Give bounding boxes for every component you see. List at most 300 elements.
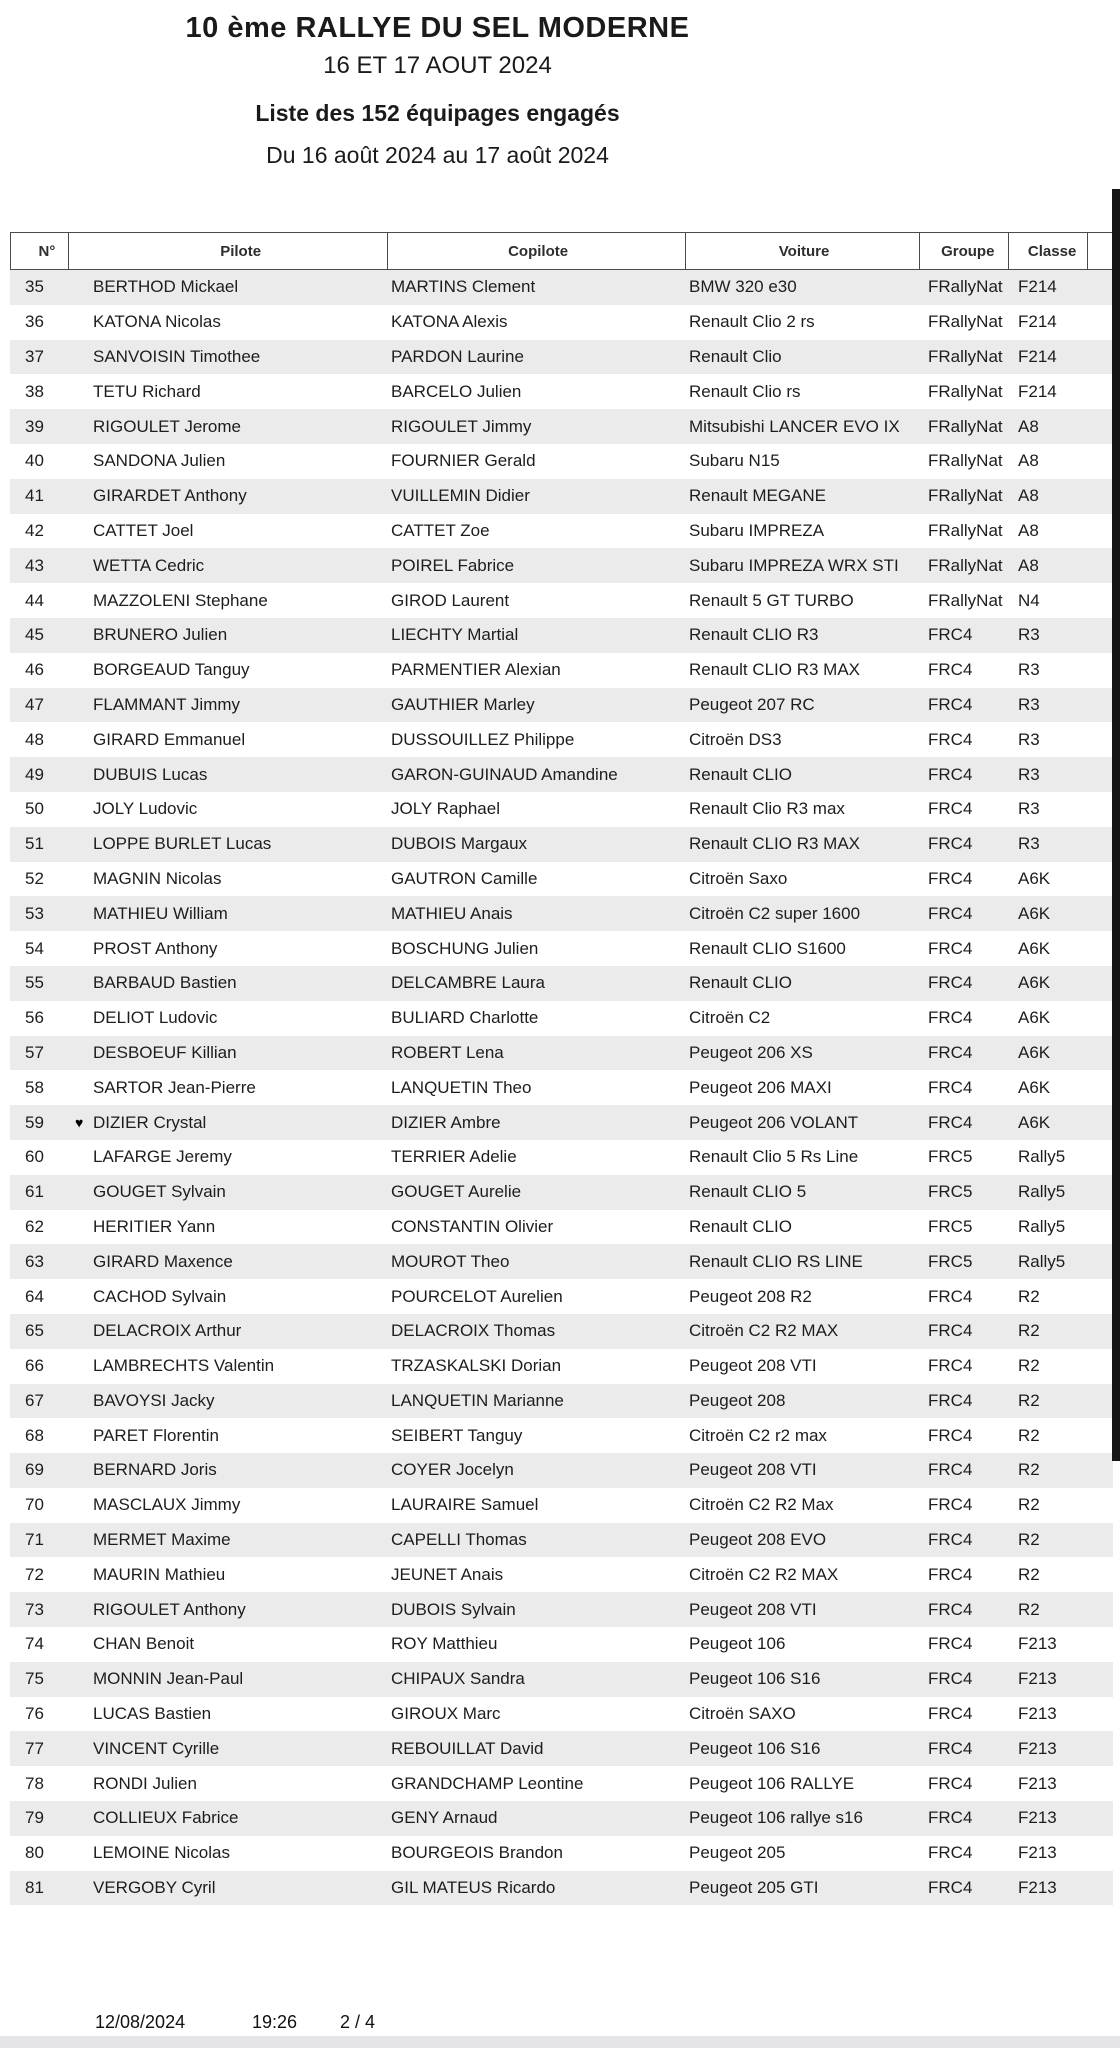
cell-n: 48 xyxy=(25,729,44,749)
cell-voiture: Peugeot 106 S16 xyxy=(689,1738,821,1758)
cell-n: 73 xyxy=(25,1599,44,1619)
cell-voiture: Renault Clio rs xyxy=(689,381,801,401)
table-row xyxy=(10,583,1113,618)
table-header-row xyxy=(10,232,1113,270)
page-title: 10 ème RALLYE DU SEL MODERNE xyxy=(185,12,690,44)
table-row xyxy=(10,305,1113,340)
table-row xyxy=(10,1210,1113,1245)
table-row xyxy=(10,1001,1113,1036)
cell-copilote: TERRIER Adelie xyxy=(391,1147,517,1167)
cell-groupe: FRallyNat xyxy=(928,486,1003,506)
cell-pilote: VERGOBY Cyril xyxy=(93,1878,216,1898)
table-row xyxy=(10,340,1113,375)
cell-classe: F213 xyxy=(1018,1669,1057,1689)
table-row xyxy=(10,1070,1113,1105)
cell-classe: F214 xyxy=(1018,381,1057,401)
cell-voiture: Peugeot 206 XS xyxy=(689,1042,813,1062)
cell-pilote: LAFARGE Jeremy xyxy=(93,1147,232,1167)
cell-voiture: Peugeot 106 xyxy=(689,1634,786,1654)
cell-n: 69 xyxy=(25,1460,44,1480)
table-row xyxy=(10,1488,1113,1523)
cell-classe: R3 xyxy=(1018,625,1040,645)
bottom-edge-strip xyxy=(0,2036,1120,2048)
cell-classe: F213 xyxy=(1018,1738,1057,1758)
cell-voiture: Renault MEGANE xyxy=(689,486,826,506)
cell-copilote: FOURNIER Gerald xyxy=(391,451,536,471)
cell-voiture: Peugeot 106 RALLYE xyxy=(689,1773,855,1793)
cell-groupe: FRallyNat xyxy=(928,381,1003,401)
cell-n: 49 xyxy=(25,764,44,784)
cell-copilote: GAUTRON Camille xyxy=(391,868,538,888)
cell-n: 75 xyxy=(25,1669,44,1689)
cell-groupe: FRC4 xyxy=(928,938,973,958)
cell-classe: A6K xyxy=(1018,1008,1051,1028)
cell-n: 70 xyxy=(25,1495,44,1515)
cell-n: 52 xyxy=(25,868,44,888)
cell-pilote: LOPPE BURLET Lucas xyxy=(93,834,272,854)
cell-n: 46 xyxy=(25,660,44,680)
cell-n: 39 xyxy=(25,416,44,436)
cell-pilote: GOUGET Sylvain xyxy=(93,1182,226,1202)
cell-copilote: DUSSOUILLEZ Philippe xyxy=(391,729,575,749)
cell-n: 42 xyxy=(25,520,44,540)
cell-groupe: FRallyNat xyxy=(928,590,1003,610)
table-row xyxy=(10,1697,1113,1732)
cell-copilote: VUILLEMIN Didier xyxy=(391,486,530,506)
cell-groupe: FRC4 xyxy=(928,1390,973,1410)
cell-classe: A8 xyxy=(1018,555,1039,575)
cell-classe: A6K xyxy=(1018,1077,1051,1097)
cell-n: 36 xyxy=(25,312,44,332)
cell-voiture: Renault 5 GT TURBO xyxy=(689,590,854,610)
cell-n: 43 xyxy=(25,555,44,575)
table-row xyxy=(10,1662,1113,1697)
cell-groupe: FRC4 xyxy=(928,1530,973,1550)
cell-pilote: VINCENT Cyrille xyxy=(93,1738,220,1758)
cell-groupe: FRC4 xyxy=(928,694,973,714)
cell-groupe: FRC4 xyxy=(928,1634,973,1654)
cell-classe: R2 xyxy=(1018,1564,1040,1584)
cell-pilote: KATONA Nicolas xyxy=(93,312,221,332)
header-pilote: Pilote xyxy=(69,233,388,269)
cell-voiture: Peugeot 207 RC xyxy=(689,694,815,714)
cell-pilote: TETU Richard xyxy=(93,381,201,401)
cell-groupe: FRallyNat xyxy=(928,312,1003,332)
cell-groupe: FRC4 xyxy=(928,660,973,680)
cell-voiture: Citroën C2 xyxy=(689,1008,771,1028)
cell-pilote: BERTHOD Mickael xyxy=(93,277,239,297)
cell-n: 38 xyxy=(25,381,44,401)
entry-rows xyxy=(10,270,1113,1905)
cell-pilote: MAGNIN Nicolas xyxy=(93,868,222,888)
cell-voiture: Renault Clio 2 rs xyxy=(689,312,815,332)
cell-pilote: BARBAUD Bastien xyxy=(93,973,237,993)
cell-n: 61 xyxy=(25,1182,44,1202)
cell-pilote: SARTOR Jean-Pierre xyxy=(93,1077,256,1097)
cell-copilote: GOUGET Aurelie xyxy=(391,1182,522,1202)
cell-voiture: Renault Clio 5 Rs Line xyxy=(689,1147,859,1167)
table-row xyxy=(10,1627,1113,1662)
cell-voiture: Renault CLIO R3 MAX xyxy=(689,834,861,854)
cell-n: 35 xyxy=(25,277,44,297)
cell-voiture: Peugeot 208 VTI xyxy=(689,1599,817,1619)
cell-groupe: FRC4 xyxy=(928,1773,973,1793)
cell-n: 67 xyxy=(25,1390,44,1410)
table-row xyxy=(10,374,1113,409)
cell-voiture: Renault CLIO 5 xyxy=(689,1182,807,1202)
cell-voiture: Renault CLIO xyxy=(689,764,792,784)
cell-copilote: TRZASKALSKI Dorian xyxy=(391,1356,562,1376)
cell-pilote: DUBUIS Lucas xyxy=(93,764,208,784)
cell-pilote: GIRARD Maxence xyxy=(93,1251,233,1271)
cell-groupe: FRC4 xyxy=(928,799,973,819)
header-voiture: Voiture xyxy=(686,233,921,269)
cell-classe: R3 xyxy=(1018,799,1040,819)
header-extra xyxy=(1088,233,1112,269)
cell-groupe: FRC4 xyxy=(928,1843,973,1863)
cell-classe: F213 xyxy=(1018,1843,1057,1863)
cell-groupe: FRC4 xyxy=(928,764,973,784)
table-row xyxy=(10,896,1113,931)
cell-copilote: JOLY Raphael xyxy=(391,799,500,819)
table-row xyxy=(10,688,1113,723)
cell-voiture: Peugeot 206 VOLANT xyxy=(689,1112,859,1132)
cell-classe: A6K xyxy=(1018,903,1051,923)
table-row xyxy=(10,1731,1113,1766)
cell-classe: R2 xyxy=(1018,1390,1040,1410)
cell-classe: F213 xyxy=(1018,1704,1057,1724)
cell-groupe: FRC4 xyxy=(928,1808,973,1828)
cell-groupe: FRC4 xyxy=(928,1738,973,1758)
cell-copilote: DIZIER Ambre xyxy=(391,1112,501,1132)
cell-copilote: PARDON Laurine xyxy=(391,346,524,366)
cell-classe: Rally5 xyxy=(1018,1251,1066,1271)
cell-copilote: DUBOIS Sylvain xyxy=(391,1599,516,1619)
cell-n: 45 xyxy=(25,625,44,645)
cell-n: 80 xyxy=(25,1843,44,1863)
cell-copilote: GIL MATEUS Ricardo xyxy=(391,1878,556,1898)
table-row xyxy=(10,1140,1113,1175)
table-row xyxy=(10,722,1113,757)
cell-voiture: Peugeot 205 GTI xyxy=(689,1878,819,1898)
cell-voiture: Subaru IMPREZA WRX STI xyxy=(689,555,899,575)
cell-groupe: FRC4 xyxy=(928,1878,973,1898)
cell-pilote: CATTET Joel xyxy=(93,520,194,540)
cell-classe: Rally5 xyxy=(1018,1182,1066,1202)
cell-copilote: GENY Arnaud xyxy=(391,1808,498,1828)
cell-classe: R3 xyxy=(1018,694,1040,714)
cell-n: 65 xyxy=(25,1321,44,1341)
cell-copilote: MARTINS Clement xyxy=(391,277,536,297)
cell-pilote: GIRARDET Anthony xyxy=(93,486,247,506)
cell-groupe: FRC4 xyxy=(928,1460,973,1480)
table-row xyxy=(10,409,1113,444)
cell-groupe: FRC4 xyxy=(928,973,973,993)
cell-voiture: Renault CLIO xyxy=(689,1216,792,1236)
cell-voiture: Subaru IMPREZA xyxy=(689,520,825,540)
cell-groupe: FRallyNat xyxy=(928,346,1003,366)
footer-date: 12/08/2024 xyxy=(95,2012,186,2032)
cell-classe: R2 xyxy=(1018,1495,1040,1515)
cell-pilote: ♥ DIZIER Crystal xyxy=(75,1112,207,1132)
cell-n: 40 xyxy=(25,451,44,471)
table-row xyxy=(10,931,1113,966)
cell-n: 62 xyxy=(25,1216,44,1236)
cell-voiture: Renault Clio R3 max xyxy=(689,799,845,819)
cell-copilote: GRANDCHAMP Leontine xyxy=(391,1773,584,1793)
cell-copilote: CAPELLI Thomas xyxy=(391,1530,527,1550)
cell-n: 53 xyxy=(25,903,44,923)
cell-n: 58 xyxy=(25,1077,44,1097)
footer-page-number: 2 / 4 xyxy=(340,2012,376,2032)
cell-voiture: Peugeot 208 xyxy=(689,1390,786,1410)
cell-voiture: Mitsubishi LANCER EVO IX xyxy=(689,416,900,436)
cell-voiture: Citroën SAXO xyxy=(689,1704,796,1724)
cell-pilote: MAZZOLENI Stephane xyxy=(93,590,268,610)
cell-n: 64 xyxy=(25,1286,44,1306)
cell-groupe: FRC4 xyxy=(928,903,973,923)
cell-pilote: PARET Florentin xyxy=(93,1425,219,1445)
cell-voiture: Subaru N15 xyxy=(689,451,780,471)
cell-copilote: DUBOIS Margaux xyxy=(391,834,528,854)
cell-n: 66 xyxy=(25,1356,44,1376)
cell-groupe: FRC4 xyxy=(928,1356,973,1376)
cell-copilote: POIREL Fabrice xyxy=(391,555,515,575)
cell-voiture: Peugeot 205 xyxy=(689,1843,786,1863)
header-groupe: Groupe xyxy=(920,233,1009,269)
cell-n: 41 xyxy=(25,486,44,506)
cell-classe: F213 xyxy=(1018,1878,1057,1898)
cell-n: 37 xyxy=(25,346,44,366)
cell-pilote: RIGOULET Jerome xyxy=(93,416,242,436)
cell-classe: A8 xyxy=(1018,416,1039,436)
cell-n: 57 xyxy=(25,1042,44,1062)
cell-groupe: FRallyNat xyxy=(928,555,1003,575)
table-row xyxy=(10,1836,1113,1871)
cell-copilote: LANQUETIN Theo xyxy=(391,1077,532,1097)
cell-copilote: GAUTHIER Marley xyxy=(391,694,535,714)
list-title: Liste des 152 équipages engagés xyxy=(255,100,620,126)
cell-n: 55 xyxy=(25,973,44,993)
cell-classe: A8 xyxy=(1018,486,1039,506)
table-row xyxy=(10,827,1113,862)
cell-n: 77 xyxy=(25,1738,44,1758)
table-row xyxy=(10,792,1113,827)
footer-time: 19:26 xyxy=(252,2012,298,2032)
cell-pilote: MONNIN Jean-Paul xyxy=(93,1669,244,1689)
cell-pilote: MASCLAUX Jimmy xyxy=(93,1495,241,1515)
cell-pilote: RONDI Julien xyxy=(93,1773,197,1793)
cell-copilote: BOURGEOIS Brandon xyxy=(391,1843,563,1863)
cell-copilote: CATTET Zoe xyxy=(391,520,490,540)
cell-n: 72 xyxy=(25,1564,44,1584)
table-row xyxy=(10,444,1113,479)
cell-pilote: SANVOISIN Timothee xyxy=(93,346,261,366)
cell-voiture: Peugeot 206 MAXI xyxy=(689,1077,832,1097)
cell-classe: F214 xyxy=(1018,312,1057,332)
cell-groupe: FRC4 xyxy=(928,834,973,854)
cell-pilote: SANDONA Julien xyxy=(93,451,226,471)
cell-pilote: BAVOYSI Jacky xyxy=(93,1390,215,1410)
cell-copilote: KATONA Alexis xyxy=(391,312,508,332)
cell-voiture: BMW 320 e30 xyxy=(689,277,797,297)
table-row xyxy=(10,1453,1113,1488)
header-classe: Classe xyxy=(1009,233,1088,269)
cell-groupe: FRC5 xyxy=(928,1216,973,1236)
cell-n: 54 xyxy=(25,938,44,958)
cell-copilote: SEIBERT Tanguy xyxy=(391,1425,523,1445)
table-row xyxy=(10,1036,1113,1071)
cell-pilote: CACHOD Sylvain xyxy=(93,1286,227,1306)
cell-groupe: FRallyNat xyxy=(928,451,1003,471)
header-number: N° xyxy=(11,233,69,269)
cell-classe: R3 xyxy=(1018,834,1040,854)
cell-pilote: RIGOULET Anthony xyxy=(93,1599,246,1619)
cell-n: 68 xyxy=(25,1425,44,1445)
cell-pilote: LEMOINE Nicolas xyxy=(93,1843,230,1863)
cell-groupe: FRC4 xyxy=(928,1425,973,1445)
cell-classe: F213 xyxy=(1018,1634,1057,1654)
cell-groupe: FRC4 xyxy=(928,729,973,749)
cell-classe: R2 xyxy=(1018,1599,1040,1619)
cell-copilote: ROBERT Lena xyxy=(391,1042,504,1062)
cell-classe: R3 xyxy=(1018,729,1040,749)
table-row xyxy=(10,1175,1113,1210)
cell-copilote: COYER Jocelyn xyxy=(391,1460,514,1480)
cell-groupe: FRC4 xyxy=(928,1008,973,1028)
cell-copilote: POURCELOT Aurelien xyxy=(391,1286,563,1306)
cell-classe: A6K xyxy=(1018,1042,1051,1062)
cell-classe: A6K xyxy=(1018,938,1051,958)
cell-voiture: Citroën C2 R2 MAX xyxy=(689,1321,839,1341)
cell-voiture: Renault Clio xyxy=(689,346,782,366)
table-row xyxy=(10,270,1113,305)
cell-copilote: RIGOULET Jimmy xyxy=(391,416,532,436)
cell-copilote: BULIARD Charlotte xyxy=(391,1008,539,1028)
cell-n: 79 xyxy=(25,1808,44,1828)
cell-groupe: FRC5 xyxy=(928,1251,973,1271)
cell-pilote: JOLY Ludovic xyxy=(93,799,198,819)
cell-pilote: MATHIEU William xyxy=(93,903,228,923)
cell-n: 63 xyxy=(25,1251,44,1271)
table-row xyxy=(10,1244,1113,1279)
cell-voiture: Renault CLIO R3 xyxy=(689,625,819,645)
cell-classe: R2 xyxy=(1018,1530,1040,1550)
cell-pilote: DELIOT Ludovic xyxy=(93,1008,218,1028)
table-row xyxy=(10,1314,1113,1349)
entries-table xyxy=(10,232,1113,1905)
cell-classe: A8 xyxy=(1018,520,1039,540)
cell-groupe: FRC4 xyxy=(928,868,973,888)
cell-copilote: MOUROT Theo xyxy=(391,1251,510,1271)
table-row xyxy=(10,1557,1113,1592)
table-row xyxy=(10,1523,1113,1558)
cell-copilote: ROY Matthieu xyxy=(391,1634,498,1654)
cell-pilote: DELACROIX Arthur xyxy=(93,1321,242,1341)
cell-groupe: FRC4 xyxy=(928,1112,973,1132)
table-row xyxy=(10,966,1113,1001)
cell-copilote: LANQUETIN Marianne xyxy=(391,1390,564,1410)
cell-groupe: FRC4 xyxy=(928,1286,973,1306)
cell-classe: R2 xyxy=(1018,1460,1040,1480)
cell-n: 76 xyxy=(25,1704,44,1724)
cell-voiture: Peugeot 208 VTI xyxy=(689,1356,817,1376)
cell-groupe: FRC4 xyxy=(928,1495,973,1515)
cell-classe: A6K xyxy=(1018,868,1051,888)
cell-n: 59 xyxy=(25,1112,44,1132)
cell-n: 47 xyxy=(25,694,44,714)
cell-copilote: BOSCHUNG Julien xyxy=(391,938,539,958)
table-row xyxy=(10,514,1113,549)
table-row xyxy=(10,1349,1113,1384)
cell-pilote: BRUNERO Julien xyxy=(93,625,228,645)
cell-classe: N4 xyxy=(1018,590,1040,610)
header-copilote: Copilote xyxy=(388,233,685,269)
cell-classe: R2 xyxy=(1018,1356,1040,1376)
scan-edge-strip xyxy=(1112,189,1120,1461)
cell-n: 44 xyxy=(25,590,44,610)
table-row xyxy=(10,548,1113,583)
cell-groupe: FRallyNat xyxy=(928,520,1003,540)
cell-n: 78 xyxy=(25,1773,44,1793)
table-row xyxy=(10,1766,1113,1801)
cell-pilote: WETTA Cedric xyxy=(93,555,205,575)
table-row xyxy=(10,618,1113,653)
cell-voiture: Citroën C2 R2 MAX xyxy=(689,1564,839,1584)
cell-pilote: MERMET Maxime xyxy=(93,1530,231,1550)
cell-pilote: FLAMMANT Jimmy xyxy=(93,694,241,714)
cell-classe: A6K xyxy=(1018,1112,1051,1132)
cell-copilote: LAURAIRE Samuel xyxy=(391,1495,539,1515)
cell-voiture: Renault CLIO xyxy=(689,973,792,993)
table-row xyxy=(10,1801,1113,1836)
table-row xyxy=(10,757,1113,792)
cell-classe: F214 xyxy=(1018,346,1057,366)
table-row xyxy=(10,479,1113,514)
cell-copilote: CHIPAUX Sandra xyxy=(391,1669,525,1689)
cell-voiture: Renault CLIO RS LINE xyxy=(689,1251,863,1271)
cell-classe: R2 xyxy=(1018,1286,1040,1306)
cell-pilote: PROST Anthony xyxy=(93,938,218,958)
cell-n: 50 xyxy=(25,799,44,819)
cell-classe: Rally5 xyxy=(1018,1216,1066,1236)
cell-classe: F213 xyxy=(1018,1808,1057,1828)
cell-n: 60 xyxy=(25,1147,44,1167)
table-row xyxy=(10,1871,1113,1906)
table-row xyxy=(10,1279,1113,1314)
cell-groupe: FRC4 xyxy=(928,1564,973,1584)
cell-pilote: LUCAS Bastien xyxy=(93,1704,212,1724)
table-row xyxy=(10,1384,1113,1419)
cell-copilote: GARON-GUINAUD Amandine xyxy=(391,764,618,784)
cell-copilote: DELACROIX Thomas xyxy=(391,1321,556,1341)
cell-groupe: FRC4 xyxy=(928,1599,973,1619)
cell-groupe: FRC5 xyxy=(928,1147,973,1167)
event-dates: 16 ET 17 AOUT 2024 xyxy=(323,52,552,79)
cell-voiture: Citroën Saxo xyxy=(689,868,788,888)
cell-copilote: CONSTANTIN Olivier xyxy=(391,1216,554,1236)
cell-voiture: Citroën C2 super 1600 xyxy=(689,903,861,923)
cell-voiture: Citroën C2 r2 max xyxy=(689,1425,827,1445)
cell-copilote: GIROD Laurent xyxy=(391,590,510,610)
cell-groupe: FRC5 xyxy=(928,1182,973,1202)
cell-classe: R2 xyxy=(1018,1321,1040,1341)
cell-voiture: Citroën C2 R2 Max xyxy=(689,1495,834,1515)
cell-classe: Rally5 xyxy=(1018,1147,1066,1167)
heart-icon: ♥ xyxy=(75,1113,84,1130)
cell-voiture: Citroën DS3 xyxy=(689,729,782,749)
cell-n: 51 xyxy=(25,834,44,854)
